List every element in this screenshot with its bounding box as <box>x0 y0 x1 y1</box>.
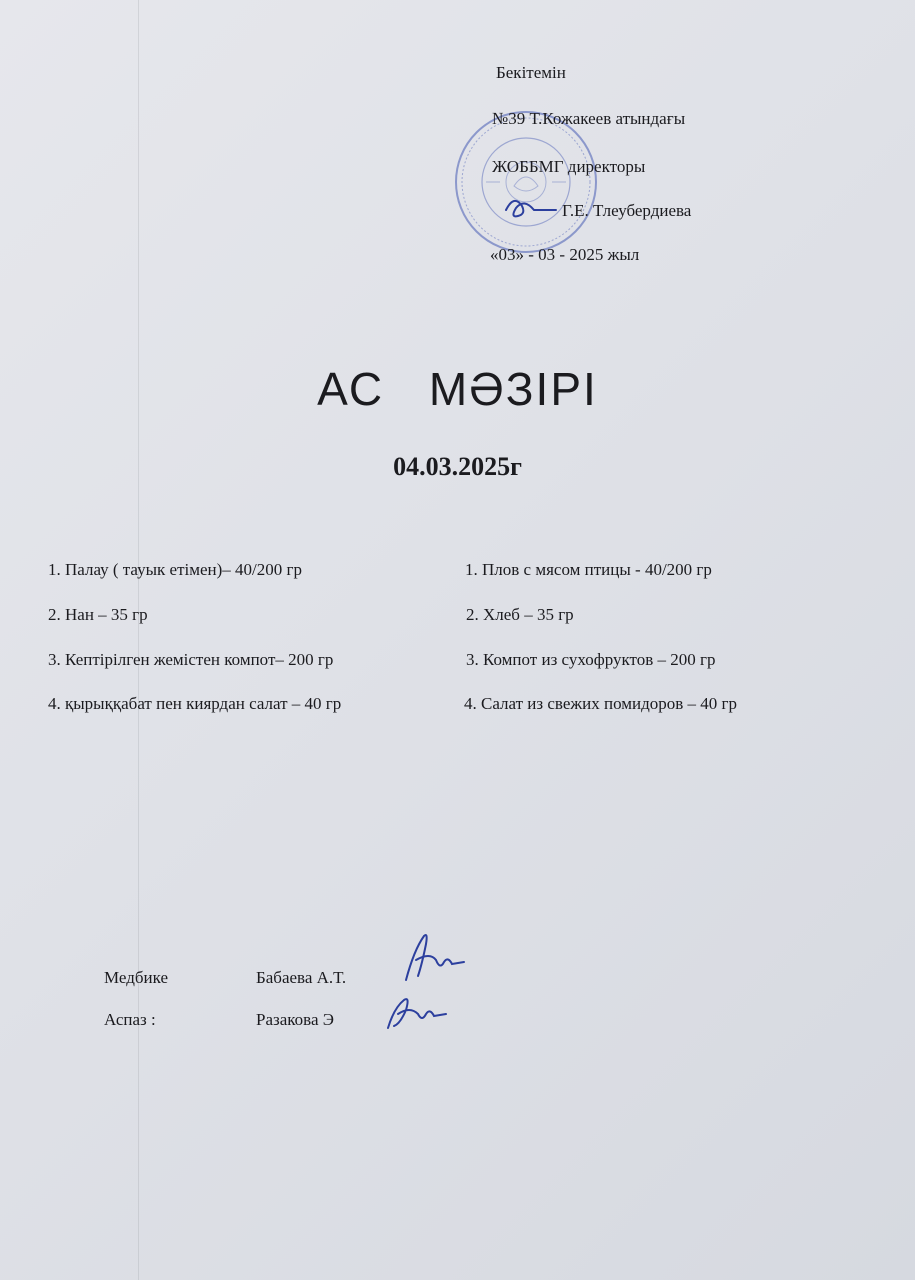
menu-item-kz-4: 4. қырыққабат пен киярдан салат – 40 гр <box>48 694 342 713</box>
menu-date: 04.03.2025г <box>393 452 522 481</box>
cook-signature-icon <box>380 988 452 1038</box>
menu-item-ru-2: 2. Хлеб – 35 гр <box>466 605 574 624</box>
menu-item-kz-2: 2. Нан – 35 гр <box>48 605 148 624</box>
nurse-role: Медбике <box>104 968 168 987</box>
menu-item-ru-1: 1. Плов с мясом птицы - 40/200 гр <box>465 560 712 579</box>
director-name: Г.Е. Тлеубердиева <box>562 201 692 220</box>
menu-item-ru-4: 4. Салат из свежих помидоров – 40 гр <box>464 694 738 713</box>
director-position: ЖОББМГ директоры <box>492 157 646 176</box>
page-fold-line <box>138 0 139 1280</box>
approval-heading: Бекітемін <box>496 63 566 82</box>
director-signature-icon <box>500 188 560 224</box>
page-title: АС МӘЗІРІ <box>317 363 598 415</box>
menu-item-kz-3: 3. Кептірілген жемістен компот– 200 гр <box>48 650 334 669</box>
nurse-name: Бабаева А.Т. <box>256 968 347 987</box>
cook-role: Аспаз : <box>104 1010 156 1029</box>
menu-item-ru-3: 3. Компот из сухофруктов – 200 гр <box>466 650 716 669</box>
approval-date: «03» - 03 - 2025 жыл <box>490 245 640 264</box>
official-seal-icon <box>452 108 600 256</box>
school-name: №39 Т.Кожакеев атындағы <box>492 109 686 128</box>
cook-name: Разакова Э <box>256 1010 334 1029</box>
menu-item-kz-1: 1. Палау ( тауык етімен)– 40/200 гр <box>48 560 303 579</box>
nurse-signature-icon <box>396 930 468 986</box>
